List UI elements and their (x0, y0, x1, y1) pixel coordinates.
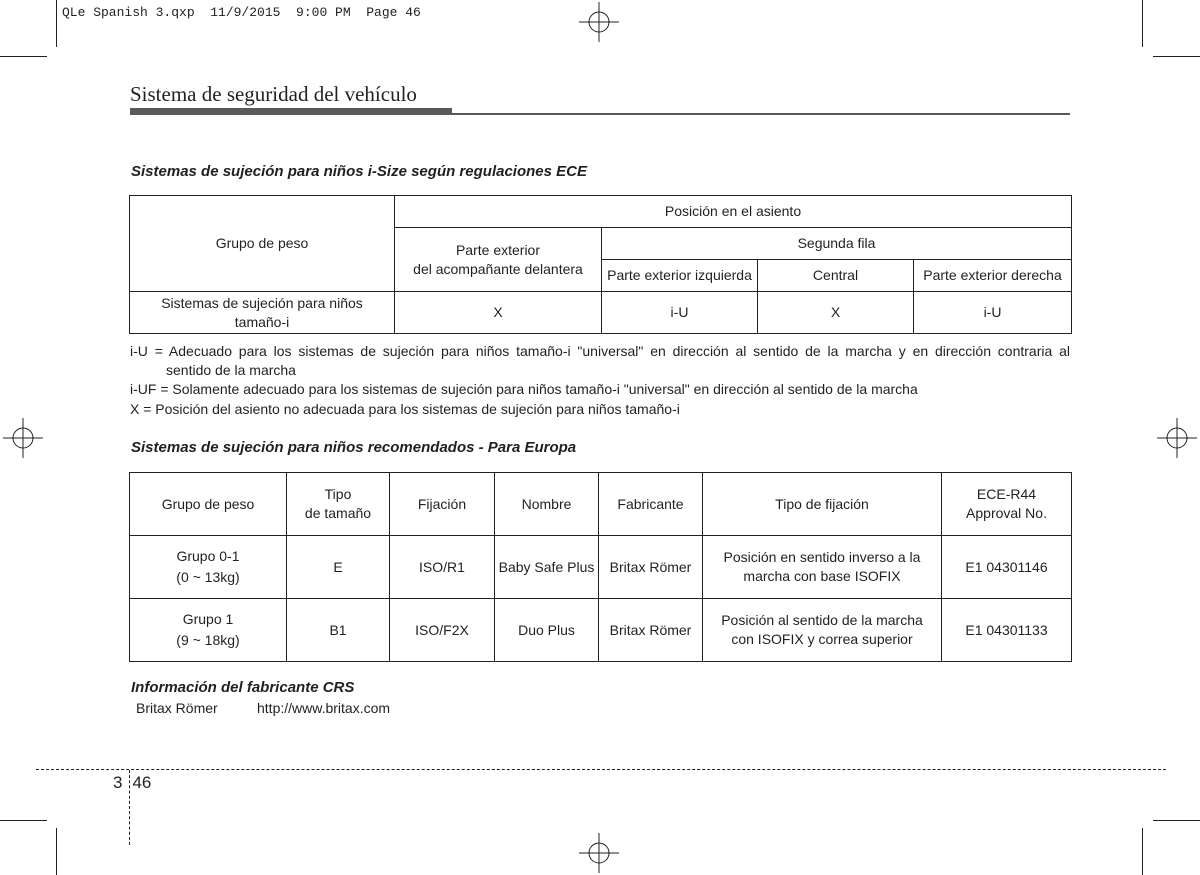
crop-mark-top-left-h (0, 56, 47, 57)
manufacturer-name: Britax Römer (136, 700, 218, 716)
col-header-maker: Fabricante (599, 473, 703, 536)
crop-mark-top-left-v (56, 0, 57, 47)
cell-approval: E1 04301133 (942, 599, 1072, 662)
isize-value-right: i-U (914, 292, 1072, 334)
cell-approval: E1 04301146 (942, 536, 1072, 599)
note-iu (130, 342, 1070, 380)
page-number-value: 46 (132, 773, 152, 792)
isize-front-header (395, 228, 602, 292)
manufacturer-url[interactable]: http://www.britax.com (257, 700, 391, 716)
registration-mark-right-icon (1157, 418, 1197, 458)
isize-value-center: X (758, 292, 914, 334)
isize-front-line1: Parte exterior (455, 241, 541, 258)
note-iuf: i-UF = Solamente adecuado para los sistemas de sujeción para niños tamaño-i "universal" en dirección al sentido de la marcha (130, 381, 918, 397)
col-header-ece-line2: Approval No. (966, 505, 1047, 521)
col-header-group: Grupo de peso (130, 473, 287, 536)
isize-position-header: Posición en el asiento (395, 196, 1072, 228)
recommended-table (129, 472, 1072, 662)
col-header-fix-type: Tipo de fijación (703, 473, 942, 536)
isize-section-heading: Sistemas de sujeción para niños i-Size según regulaciones ECE (131, 163, 587, 180)
isize-value-front: X (395, 292, 602, 334)
header-rule-thick (130, 108, 452, 115)
crop-mark-bottom-right-v (1142, 828, 1143, 875)
recommended-section-heading: Sistemas de sujeción para niños recomendados - Para Europa (131, 439, 577, 456)
cell-maker: Britax Römer (599, 599, 703, 662)
registration-mark-bottom-icon (579, 833, 619, 873)
isize-value-left: i-U (602, 292, 758, 334)
cell-group-line2: (9 ~ 18kg) (176, 632, 240, 648)
crop-mark-top-right-v (1142, 0, 1143, 47)
note-iu-line2: sentido de la marcha (166, 362, 296, 378)
cell-maker: Britax Römer (599, 536, 703, 599)
isize-table (129, 195, 1072, 334)
col-header-type-line2: de tamaño (304, 505, 372, 521)
isize-row-label-line2: tamaño-i (234, 313, 290, 330)
page-title: Sistema de seguridad del vehículo (130, 82, 417, 106)
cell-fix-type-line1: Posición al sentido de la marcha (721, 612, 923, 628)
table-row (130, 292, 1072, 334)
isize-group-header: Grupo de peso (130, 196, 395, 292)
isize-row-label (130, 292, 395, 334)
cell-name: Baby Safe Plus (495, 536, 599, 599)
cell-name: Duo Plus (495, 599, 599, 662)
col-header-type-line1: Tipo (324, 486, 352, 502)
isize-row-label-line1: Sistemas de sujeción para niños (161, 294, 363, 311)
isize-col-center: Central (758, 260, 914, 292)
cell-group-line2: (0 ~ 13kg) (176, 569, 240, 585)
cell-group-line1: Grupo 1 (182, 611, 234, 627)
isize-col-right: Parte exterior derecha (914, 260, 1072, 292)
page-number (113, 773, 151, 793)
crop-mark-bottom-right-h (1153, 820, 1200, 821)
cell-group (130, 599, 287, 662)
registration-mark-left-icon (3, 418, 43, 458)
cell-fix-type-line2: con ISOFIX y correa superior (731, 631, 913, 647)
chapter-number: 3 (113, 773, 123, 792)
cell-fixation: ISO/R1 (390, 536, 495, 599)
print-slug: QLe Spanish 3.qxp 11/9/2015 9:00 PM Page 46 (62, 5, 421, 20)
isize-front-line2: del acompañante delantera (413, 260, 583, 277)
cell-group (130, 536, 287, 599)
col-header-ece-line1: ECE-R44 (976, 486, 1037, 502)
note-x: X = Posición del asiento no adecuada para los sistemas de sujeción para niños tamaño-i (130, 401, 680, 417)
cell-size: B1 (287, 599, 390, 662)
cell-fix-type-line2: marcha con base ISOFIX (743, 568, 901, 584)
manufacturer-info-line (136, 700, 390, 716)
cell-size: E (287, 536, 390, 599)
registration-mark-top-icon (579, 2, 619, 42)
footer-dashed-rule (36, 769, 1166, 770)
crop-mark-top-right-h (1153, 56, 1200, 57)
isize-second-row-header: Segunda fila (602, 228, 1072, 260)
table-row (130, 599, 1072, 662)
col-header-name: Nombre (495, 473, 599, 536)
col-header-type (287, 473, 390, 536)
crop-mark-bottom-left-v (56, 828, 57, 875)
cell-fix-type (703, 599, 942, 662)
note-iu-line1: i-U = Adecuado para los sistemas de sujeción para niños tamaño-i "universal" en dirección al sentido de la marcha y en dirección contraria al (130, 343, 1070, 359)
crop-mark-bottom-left-h (0, 820, 47, 821)
cell-fix-type (703, 536, 942, 599)
header-rule-thin (452, 113, 1070, 115)
table-row (130, 536, 1072, 599)
col-header-fixation: Fijación (390, 473, 495, 536)
isize-col-left: Parte exterior izquierda (602, 260, 758, 292)
table-header-row (130, 473, 1072, 536)
cell-group-line1: Grupo 0-1 (176, 548, 240, 564)
manufacturer-info-heading: Información del fabricante CRS (131, 679, 355, 696)
cell-fixation: ISO/F2X (390, 599, 495, 662)
col-header-ece (942, 473, 1072, 536)
cell-fix-type-line1: Posición en sentido inverso a la (723, 549, 921, 565)
